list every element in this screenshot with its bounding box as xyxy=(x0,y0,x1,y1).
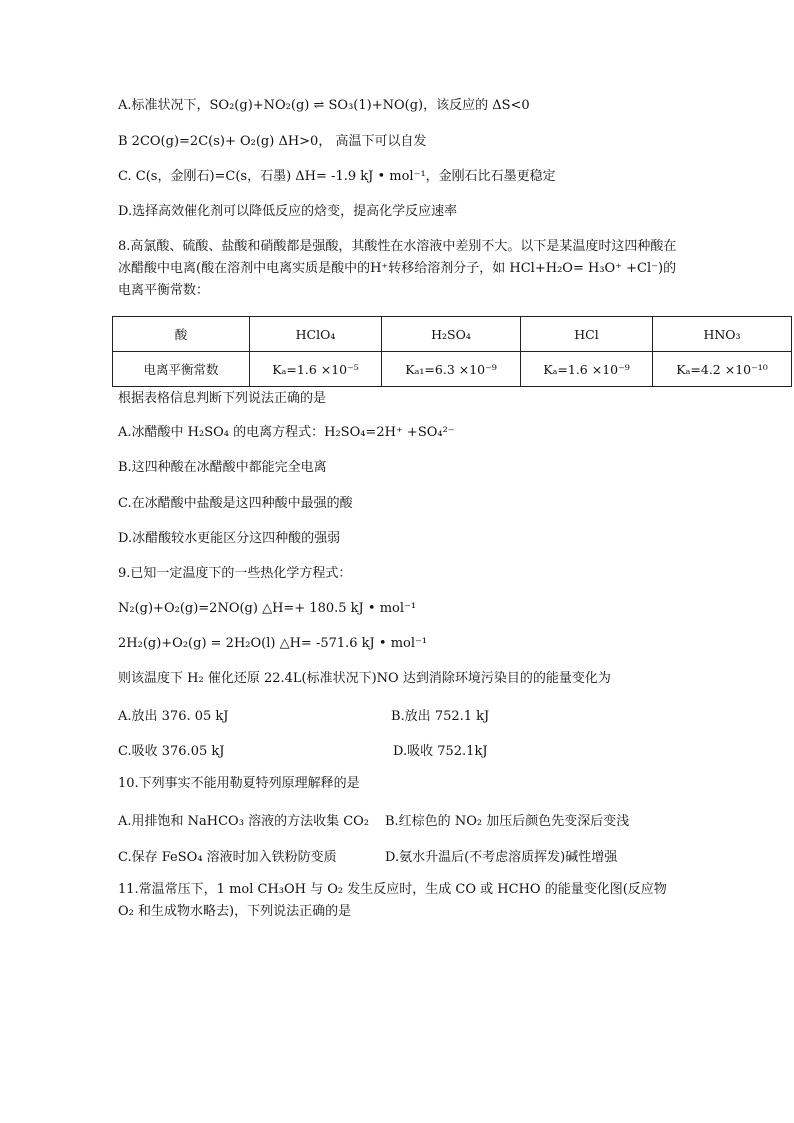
table-cell: HClO₄ xyxy=(250,317,382,352)
q7-option-c: C. C(s，金刚石)=C(s，石墨) ΔH= -1.9 kJ • mol⁻¹，金刚石比石墨更稳定 xyxy=(118,169,556,184)
q8-option-c: C.在冰醋酸中盐酸是这四种酸中最强的酸 xyxy=(118,496,353,511)
table-row xyxy=(113,352,792,387)
table-cell: 酸 xyxy=(113,317,250,352)
table-cell: 电离平衡常数 xyxy=(113,352,250,387)
q8-option-b: B.这四种酸在冰醋酸中都能完全电离 xyxy=(118,460,327,475)
q7-option-d: D.选择高效催化剂可以降低反应的焓变，提高化学反应速率 xyxy=(118,204,458,219)
table-cell: H₂SO₄ xyxy=(382,317,521,352)
q9-option-b: B.放出 752.1 kJ xyxy=(391,709,490,724)
q10-stem: 10.下列事实不能用勒夏特列原理解释的是 xyxy=(118,776,360,791)
q7-option-a: A.标准状况下，SO₂(g)+NO₂(g) ⇌ SO₃(1)+NO(g)，该反应的 ΔS<0 xyxy=(118,98,530,113)
acid-constant-table xyxy=(112,316,792,387)
q9-stem: 9.已知一定温度下的一些热化学方程式： xyxy=(118,566,352,581)
q9-option-a: A.放出 376. 05 kJ xyxy=(118,709,229,724)
q9-equation-1: N₂(g)+O₂(g)=2NO(g) △H=+ 180.5 kJ • mol⁻¹ xyxy=(118,601,417,616)
table-cell: HCl xyxy=(520,317,652,352)
q11-stem: 11.常温常压下，1 mol CH₃OH 与 O₂ 发生反应时，生成 CO 或 HCHO 的能量变化图(反应物 O₂ 和生成物水略去)，下列说法正确的是 xyxy=(118,882,667,919)
table-cell: HNO₃ xyxy=(653,317,792,352)
q8-option-d: D.冰醋酸较水更能区分这四种酸的强弱 xyxy=(118,531,341,546)
table-cell: Kₐ=1.6 ×10⁻⁵ xyxy=(250,352,382,387)
q7-option-b: B 2CO(g)=2C(s)+ O₂(g) ΔH>0， 高温下可以自发 xyxy=(118,134,427,149)
q8-stem: 8.高氯酸、硫酸、盐酸和硝酸都是强酸，其酸性在水溶液中差别不大。以下是某温度时这四种酸在冰醋酸中电离(酸在溶剂中电离实质是酸中的H⁺转移给溶剂分子，如 HCl+H₂O= H₃O⁺ +Cl⁻)的电离平衡常数： xyxy=(118,239,677,298)
q10-option-a: A.用排饱和 NaHCO₃ 溶液的方法收集 CO₂ xyxy=(118,814,370,829)
q9-equation-2: 2H₂(g)+O₂(g) = 2H₂O(l) △H= -571.6 kJ • mol⁻¹ xyxy=(118,636,428,651)
q9-question: 则该温度下 H₂ 催化还原 22.4L(标准状况下)NO 达到消除环境污染目的的能量变化为 xyxy=(118,671,611,686)
q8-option-a: A.冰醋酸中 H₂SO₄ 的电离方程式：H₂SO₄=2H⁺ +SO₄²⁻ xyxy=(118,425,455,440)
table-cell: Kₐ₁=6.3 ×10⁻⁹ xyxy=(382,352,521,387)
table-cell: Kₐ=4.2 ×10⁻¹⁰ xyxy=(653,352,792,387)
q10-option-d: D.氨水升温后(不考虑溶质挥发)碱性增强 xyxy=(385,850,618,865)
table-header-row xyxy=(113,317,792,352)
q8-prompt: 根据表格信息判断下列说法正确的是 xyxy=(118,391,327,406)
table-cell: Kₐ=1.6 ×10⁻⁹ xyxy=(520,352,652,387)
q9-option-d: D.吸收 752.1kJ xyxy=(393,744,488,759)
q10-option-b: B.红棕色的 NO₂ 加压后颜色先变深后变浅 xyxy=(385,814,630,829)
q9-option-c: C.吸收 376.05 kJ xyxy=(118,744,225,759)
q10-option-c: C.保存 FeSO₄ 溶液时加入铁粉防变质 xyxy=(118,850,337,865)
